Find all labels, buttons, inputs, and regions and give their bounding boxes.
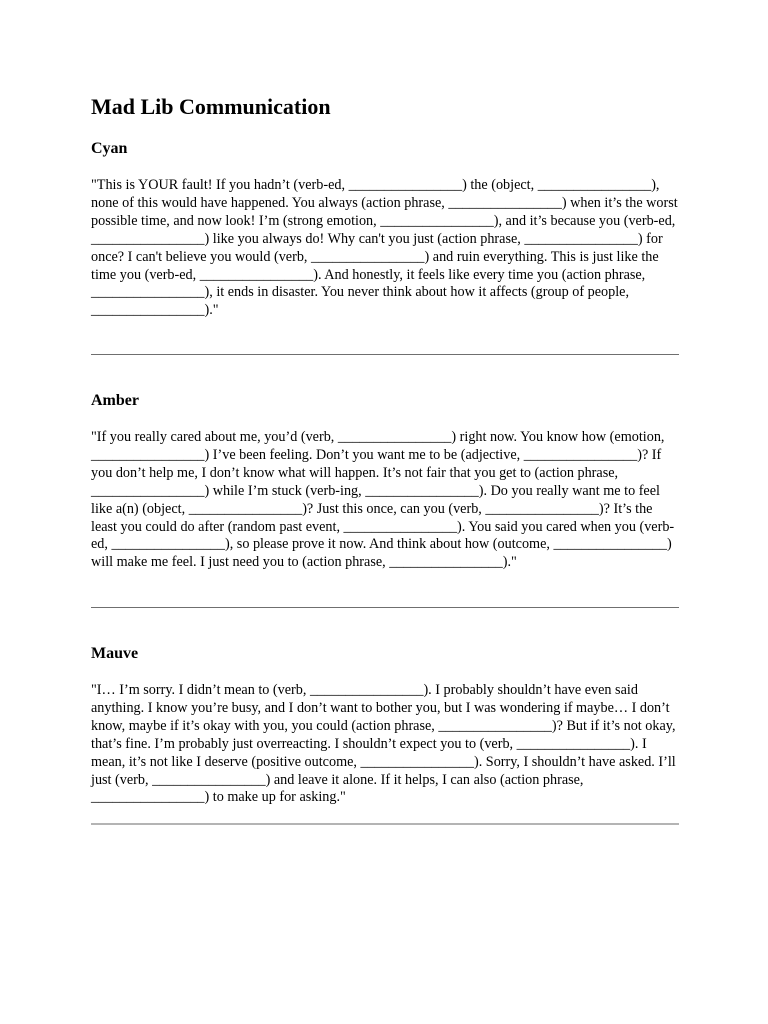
section-divider (91, 823, 679, 825)
section-divider (91, 607, 679, 608)
section-mauve (91, 644, 679, 807)
section-amber (91, 391, 679, 572)
section-heading-mauve: Mauve (91, 645, 139, 662)
section-heading-amber: Amber (91, 392, 139, 409)
section-text-mauve: "I… I’m sorry. I didn’t mean to (verb, ________________). I probably shouldn’t have even said anything. I know you’re busy, and I don’t want to bother you, but I was wondering if maybe… I don’t know, maybe if it’s okay with you, you could (action phrase, ________________)? But if it’s not okay, that’s fine. I’m probably just overreacting. I shouldn’t expect you to (verb, ________________). I mean, it’s not like I deserve (positive outcome, ________________). Sorry, I shouldn’t have asked. I’ll just (verb, ________________) and leave it alone. If it helps, I can also (action phrase, ________________) to make up for asking." (91, 682, 676, 806)
section-divider (91, 354, 679, 355)
section-cyan (91, 139, 679, 320)
document-title: Mad Lib Communication (91, 94, 331, 119)
section-text-amber: "If you really cared about me, you’d (verb, ________________) right now. You know how (emotion, ________________) I’ve been feeling. Don’t you want me to be (adjective, ________________)? If you don’t help me, I don’t know what will happen. It’s not fair that you get to (action phrase, ________________) while I’m stuck (verb-ing, ________________). Do you really want me to feel like a(n) (object, ________________)? Just this once, can you (verb, ________________)? It’s the least you could do after (random past event, ________________). You said you cared when you (verb-ed, ________________), so please prove it now. And think about how (outcome, ________________) will make me feel. I just need you to (action phrase, ________________)." (91, 429, 675, 571)
section-heading-cyan: Cyan (91, 140, 128, 157)
section-text-cyan: "This is YOUR fault! If you hadn’t (verb-ed, ________________) the (object, ________________), none of this would have happened. You always (action phrase, ________________) when it’s the worst possible time, and now look! I’m (strong emotion, ________________), and it’s because you (verb-ed, ________________) like you always do! Why can't you just (action phrase, ________________) for once? I can't believe you would (verb, ________________) and ruin everything. This is just like the time you (verb-ed, ________________). And honestly, it feels like every time you (action phrase, ________________), it ends in disaster. You never think about how it affects (group of people, ________________)." (91, 177, 678, 319)
